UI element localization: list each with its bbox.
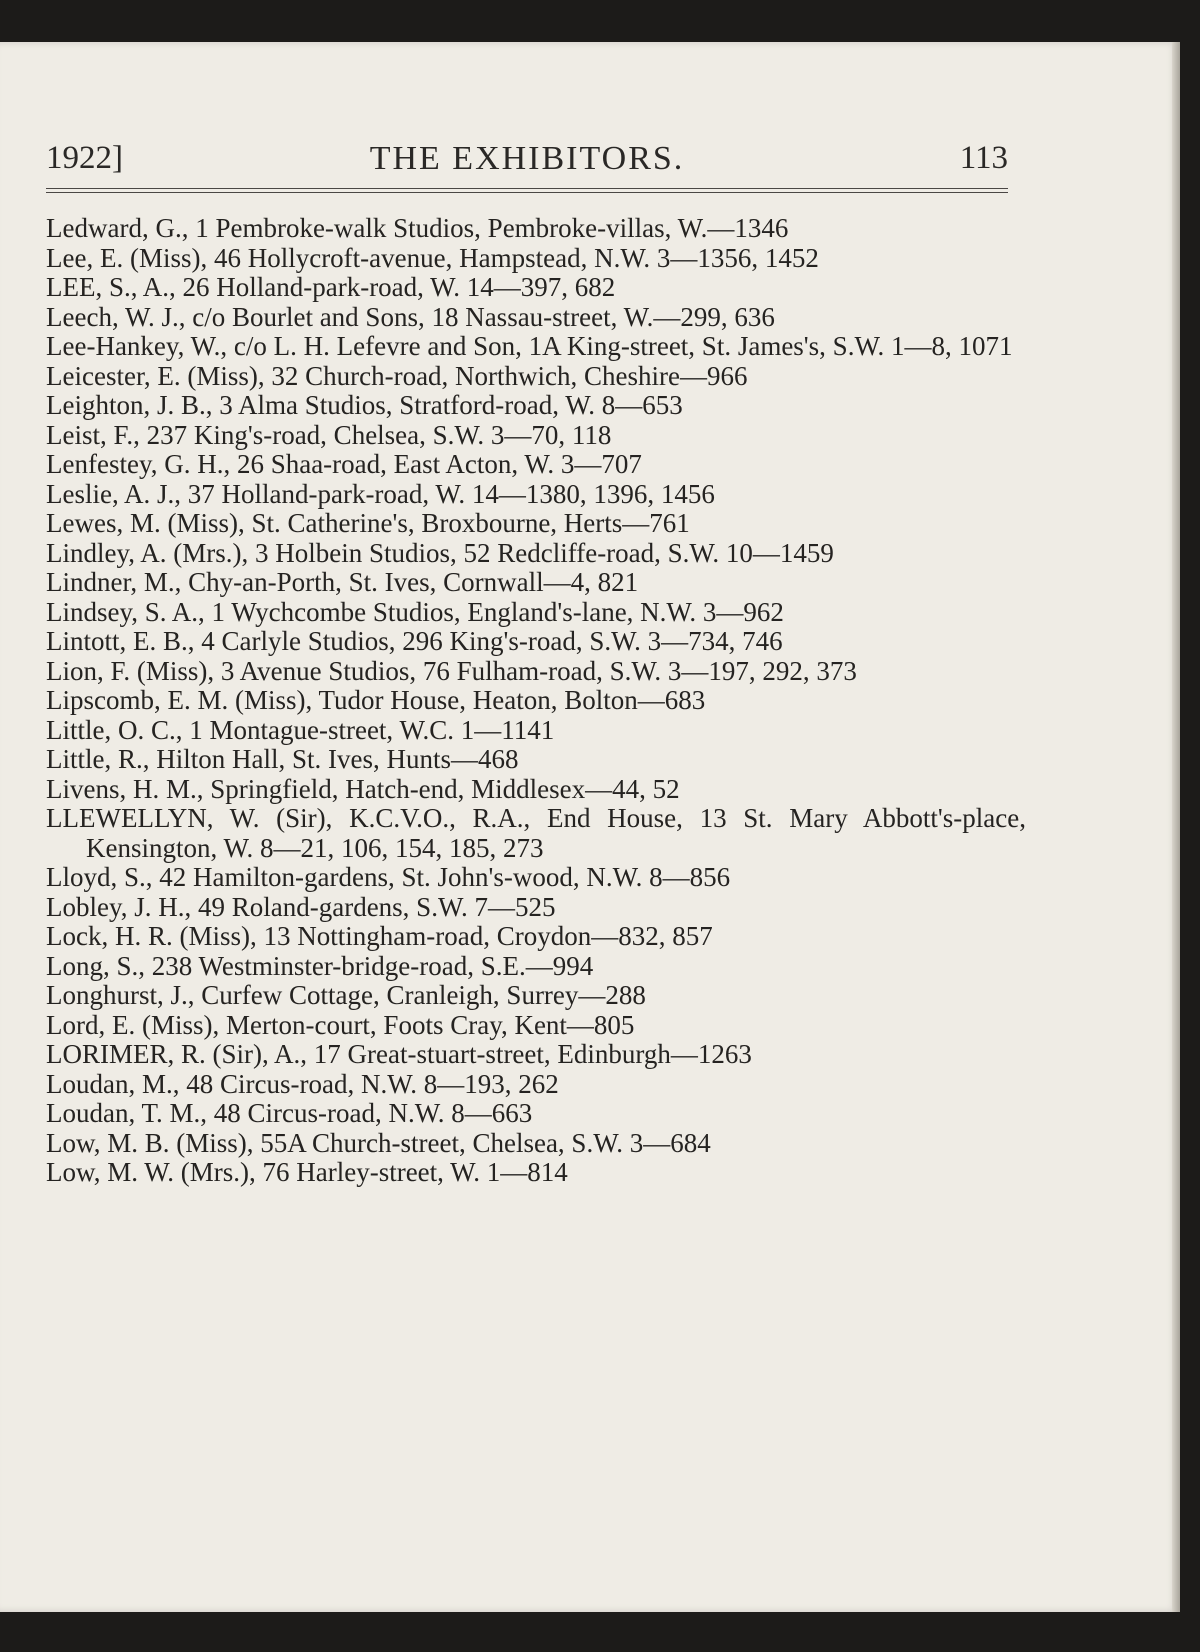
- list-item: Leech, W. J., c/o Bourlet and Sons, 18 Nassau-street, W.—299, 636: [46, 301, 775, 332]
- list-item: Little, O. C., 1 Montague-street, W.C. 1—1141: [46, 714, 555, 745]
- list-item: Leist, F., 237 King's-road, Chelsea, S.W. 3—70, 118: [46, 419, 612, 450]
- list-item: Lock, H. R. (Miss), 13 Nottingham-road, Croydon—832, 857: [46, 921, 713, 951]
- header-year: 1922]: [46, 140, 123, 176]
- list-item: Livens, H. M., Springfield, Hatch-end, Middlesex—44, 52: [46, 773, 680, 804]
- list-item: Lindley, A. (Mrs.), 3 Holbein Studios, 52 Redcliffe-road, S.W. 10—1459: [46, 537, 834, 568]
- list-item: Ledward, G., 1 Pembroke-walk Studios, Pembroke-villas, W.—1346: [46, 213, 789, 243]
- list-item: Lintott, E. B., 4 Carlyle Studios, 296 King's-road, S.W. 3—734, 746: [46, 626, 783, 656]
- list-item: Lloyd, S., 42 Hamilton-gardens, St. John's-wood, N.W. 8—856: [46, 862, 731, 892]
- list-item: Lord, E. (Miss), Merton-court, Foots Cray, Kent—805: [46, 1009, 635, 1040]
- page-edge: [1172, 42, 1180, 1612]
- list-item: Leslie, A. J., 37 Holland-park-road, W. 14—1380, 1396, 1456: [46, 478, 715, 509]
- list-item: Lee, E. (Miss), 46 Hollycroft-avenue, Hampstead, N.W. 3—1356, 1452: [46, 242, 819, 273]
- page-title: THE EXHIBITORS.: [369, 140, 685, 177]
- list-item: Lipscomb, E. M. (Miss), Tudor House, Heaton, Bolton—683: [46, 685, 706, 715]
- list-item: Loudan, M., 48 Circus-road, N.W. 8—193, 262: [46, 1068, 559, 1099]
- header-double-rule: [46, 188, 1008, 193]
- list-item: Lindner, M., Chy-an-Porth, St. Ives, Cornwall—4, 821: [46, 567, 639, 597]
- running-header: [46, 140, 1008, 184]
- list-item: Lindsey, S. A., 1 Wychcombe Studios, England's-lane, N.W. 3—962: [46, 596, 784, 627]
- exhibitor-list: [46, 214, 1026, 1188]
- list-item: LORIMER, R. (Sir), A., 17 Great-stuart-street, Edinburgh—1263: [46, 1039, 752, 1069]
- book-page: [0, 42, 1180, 1612]
- list-item: Lion, F. (Miss), 3 Avenue Studios, 76 Fulham-road, S.W. 3—197, 292, 373: [46, 655, 857, 686]
- list-item: Lobley, J. H., 49 Roland-gardens, S.W. 7—525: [46, 891, 556, 922]
- list-item: Lee-Hankey, W., c/o L. H. Lefevre and Son, 1A King-street, St. James's, S.W. 1—8, 1071: [46, 331, 1013, 361]
- list-item: Leighton, J. B., 3 Alma Studios, Stratford-road, W. 8—653: [46, 390, 683, 420]
- list-item: Leicester, E. (Miss), 32 Church-road, Northwich, Cheshire—966: [46, 360, 748, 391]
- list-item: Lewes, M. (Miss), St. Catherine's, Broxbourne, Herts—761: [46, 508, 690, 538]
- list-item: Long, S., 238 Westminster-bridge-road, S.E.—994: [46, 950, 594, 981]
- list-item: Loudan, T. M., 48 Circus-road, N.W. 8—663: [46, 1098, 533, 1128]
- list-item: LLEWELLYN, W. (Sir), K.C.V.O., R.A., End House, 13 St. Mary Abbott's-place, Kensington, W. 8—21, 106, 154, 185, 273: [46, 803, 1026, 863]
- page-number: 113: [959, 140, 1008, 176]
- list-item: Low, M. B. (Miss), 55A Church-street, Chelsea, S.W. 3—684: [46, 1127, 711, 1158]
- list-item: Little, R., Hilton Hall, St. Ives, Hunts—468: [46, 744, 519, 774]
- list-item: Low, M. W. (Mrs.), 76 Harley-street, W. 1—814: [46, 1157, 568, 1187]
- list-item: Lenfestey, G. H., 26 Shaa-road, East Acton, W. 3—707: [46, 449, 642, 479]
- list-item: Longhurst, J., Curfew Cottage, Cranleigh, Surrey—288: [46, 980, 646, 1010]
- list-item: LEE, S., A., 26 Holland-park-road, W. 14—397, 682: [46, 272, 616, 302]
